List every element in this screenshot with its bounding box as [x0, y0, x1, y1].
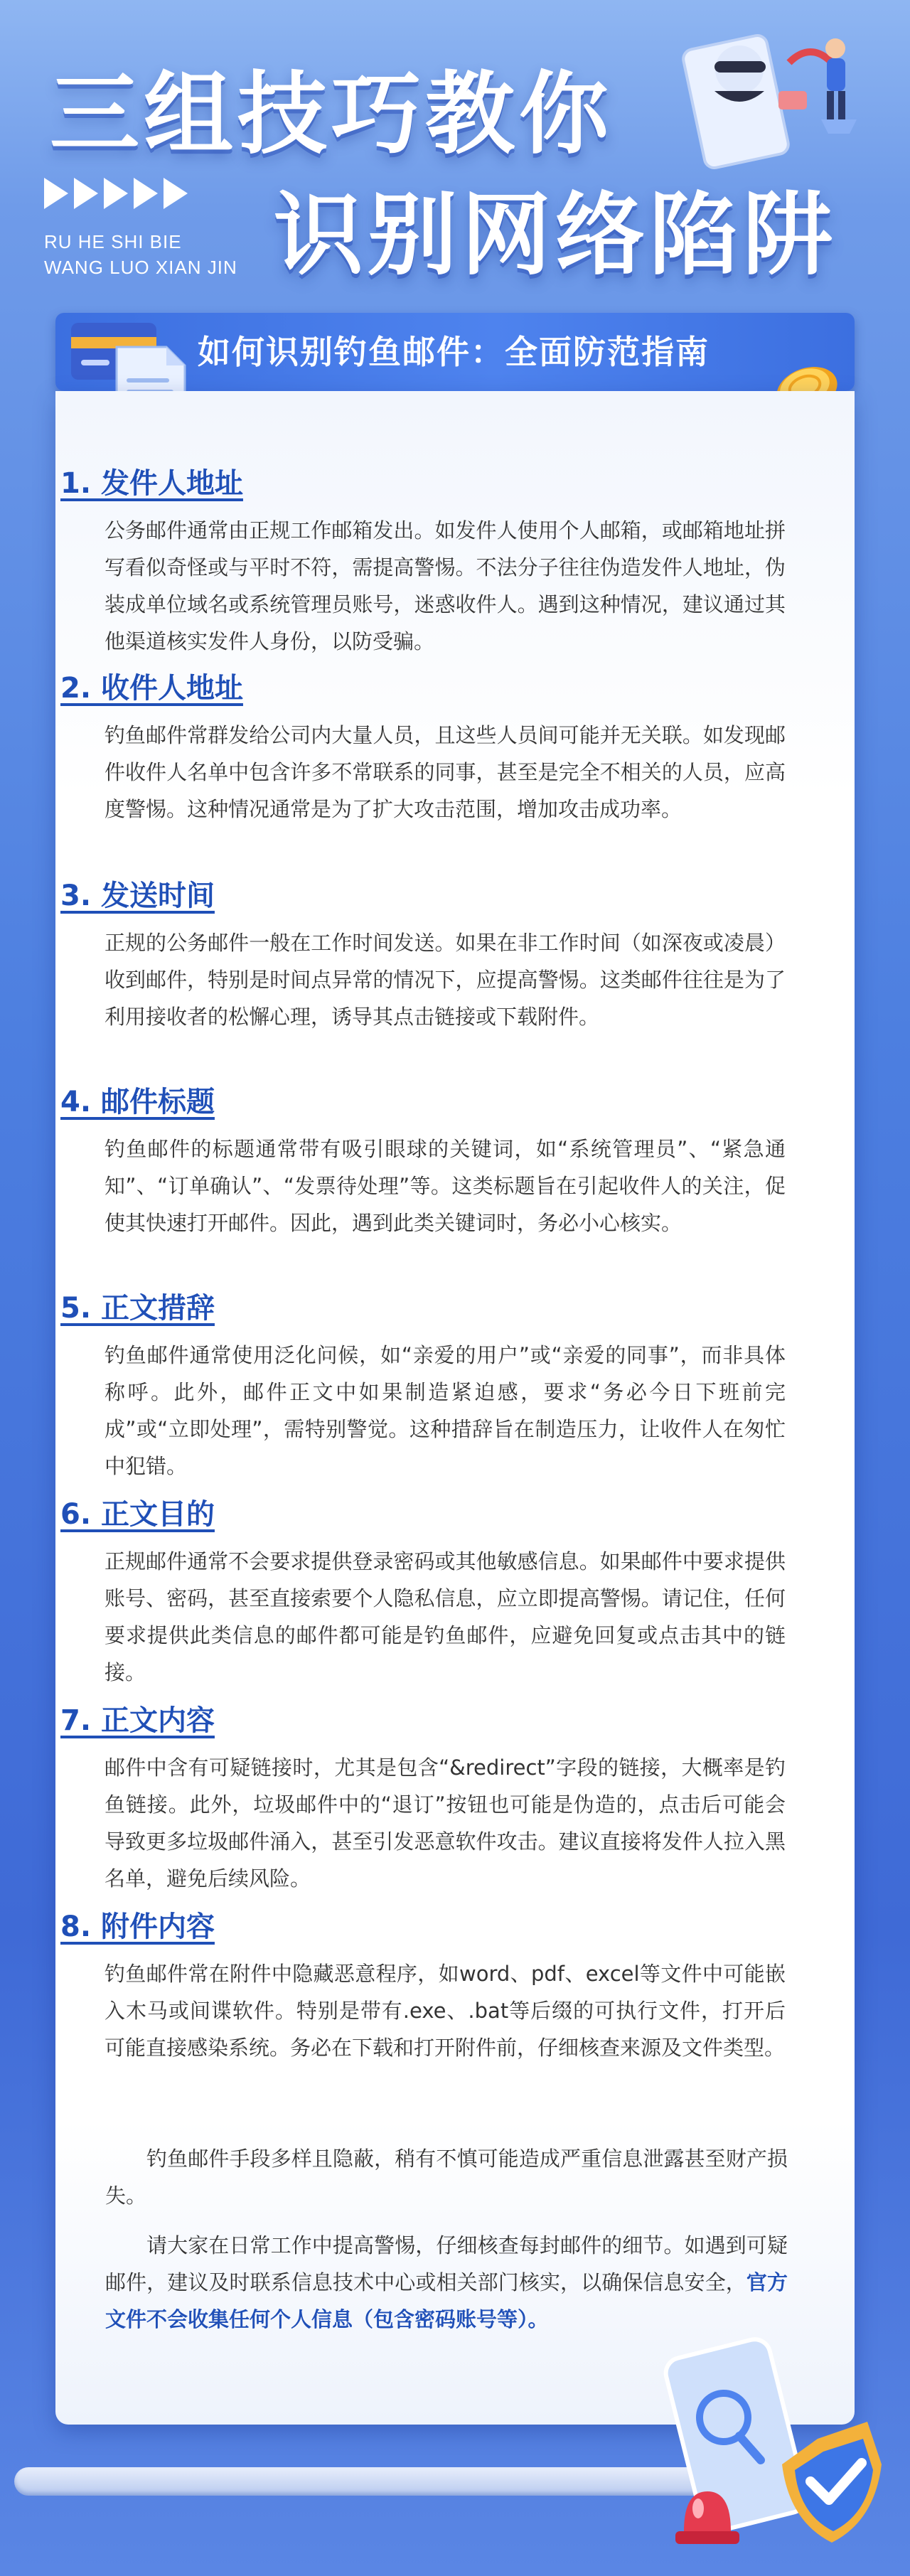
arrow-icon: [164, 178, 188, 209]
summary-highlight: 官方文件不会收集任何个人信息（包含密码账号等）。: [105, 2270, 788, 2331]
hacker-illustration-icon: [665, 13, 878, 176]
section-body-purpose: [60, 1493, 800, 1691]
section-heading: 2. 收件人地址: [60, 672, 243, 705]
section-body: 正规的公务邮件一般在工作时间发送。如果在非工作时间（如深夜或凌晨）收到邮件，特别是时间点异常的情况下，应提高警惕。这类邮件往往是为了利用接收者的松懈心理，诱导其点击链接或下载附件。: [105, 931, 786, 1029]
section-attachment-content: [60, 1906, 800, 2066]
section-body: 邮件中含有可疑链接时，尤其是包含“&redirect”字段的链接，大概率是钓鱼链接。此外，垃圾邮件中的“退订”按钮也可能是伪造的，点击后可能会导致更多垃圾邮件涌入，甚至引发恶意软件攻击。建议直接将发件人拉入黑名单，避免后续风险。: [105, 1755, 786, 1891]
arrow-decoration: [44, 178, 188, 209]
pinyin-subtitle: [44, 229, 237, 280]
hero-title-line1: 三组技巧教你: [50, 62, 613, 166]
section-heading: 5. 正文措辞: [60, 1292, 215, 1325]
section-body: 钓鱼邮件常群发给公司内大量人员，且这些人员间可能并无关联。如发现邮件收件人名单中包含许多不常联系的同事，甚至是完全不相关的人员，应高度警惕。这种情况通常是为了扩大攻击范围，增加攻击成功率。: [105, 723, 786, 821]
arrow-icon: [104, 178, 128, 209]
arrow-icon: [74, 178, 98, 209]
section-body: 公务邮件通常由正规工作邮箱发出。如发件人使用个人邮箱，或邮箱地址拼写看似奇怪或与平时不符，需提高警惕。不法分子往往伪造发件人地址，伪装成单位域名或系统管理员账号，迷惑收件人。遇到这种情况，建议通过其他渠道核实发件人身份，以防受骗。: [105, 518, 786, 653]
section-body: 钓鱼邮件常在附件中隐藏恶意程序，如word、pdf、excel等文件中可能嵌入木马或间谍软件。特别是带有.exe、.bat等后缀的可执行文件，打开后可能直接感染系统。务必在下载和打开附件前，仔细核查来源及文件类型。: [105, 1962, 786, 2060]
section-heading: 4. 邮件标题: [60, 1086, 215, 1118]
pinyin-line1: RU HE SHI BIE: [44, 231, 182, 252]
arrow-icon: [134, 178, 158, 209]
section-heading: 8. 附件内容: [60, 1910, 215, 1943]
section-heading: 7. 正文内容: [60, 1704, 215, 1737]
section-recipient-address: [60, 667, 800, 828]
pinyin-line2: WANG LUO XIAN JIN: [44, 257, 237, 278]
summary-text: 请大家在日常工作中提高警惕，仔细核查每封邮件的细节。如遇到可疑邮件，建议及时联系信息技术中心或相关部门核实，以确保信息安全，: [105, 2233, 788, 2294]
section-heading: 6. 正文目的: [60, 1498, 215, 1531]
section-sender-address: [60, 462, 800, 660]
section-body-content: [60, 1699, 800, 1897]
section-body: 钓鱼邮件通常使用泛化问候，如“亲爱的用户”或“亲爱的同事”，而非具体称呼。此外，邮件正文中如果制造紧迫感，要求“务必今日下班前完成”或“立即处理”，需特别警觉。这种措辞旨在制造压力，让收件人在匆忙中犯错。: [105, 1343, 786, 1478]
hero-title-line2: 识别网络陷阱: [274, 183, 837, 287]
section-heading: 1. 发件人地址: [60, 467, 243, 500]
summary-block: [105, 2140, 788, 2338]
section-send-time: [60, 875, 800, 1035]
summary-paragraph: 钓鱼邮件手段多样且隐蔽，稍有不慎可能造成严重信息泄露甚至财产损失。: [105, 2147, 788, 2208]
section-body-wording: [60, 1287, 800, 1485]
section-body: 正规邮件通常不会要求提供登录密码或其他敏感信息。如果邮件中要求提供账号、密码，甚至直接索要个人隐私信息，应立即提高警惕。请记住，任何要求提供此类信息的邮件都可能是钓鱼邮件，应避免回复或点击其中的链接。: [105, 1549, 786, 1684]
summary-paragraph: [105, 2227, 788, 2338]
section-heading: 3. 发送时间: [60, 880, 215, 912]
guide-title: 如何识别钓鱼邮件：全面防范指南: [198, 333, 710, 371]
section-email-subject: [60, 1081, 800, 1241]
section-body: 钓鱼邮件的标题通常带有吸引眼球的关键词，如“系统管理员”、“紧急通知”、“订单确认”、“发票待处理”等。这类标题旨在引起收件人的关注，促使其快速打开邮件。因此，遇到此类关键词时，务必小心核实。: [105, 1137, 786, 1235]
alarm-siren-icon: [668, 2474, 746, 2553]
arrow-icon: [44, 178, 68, 209]
